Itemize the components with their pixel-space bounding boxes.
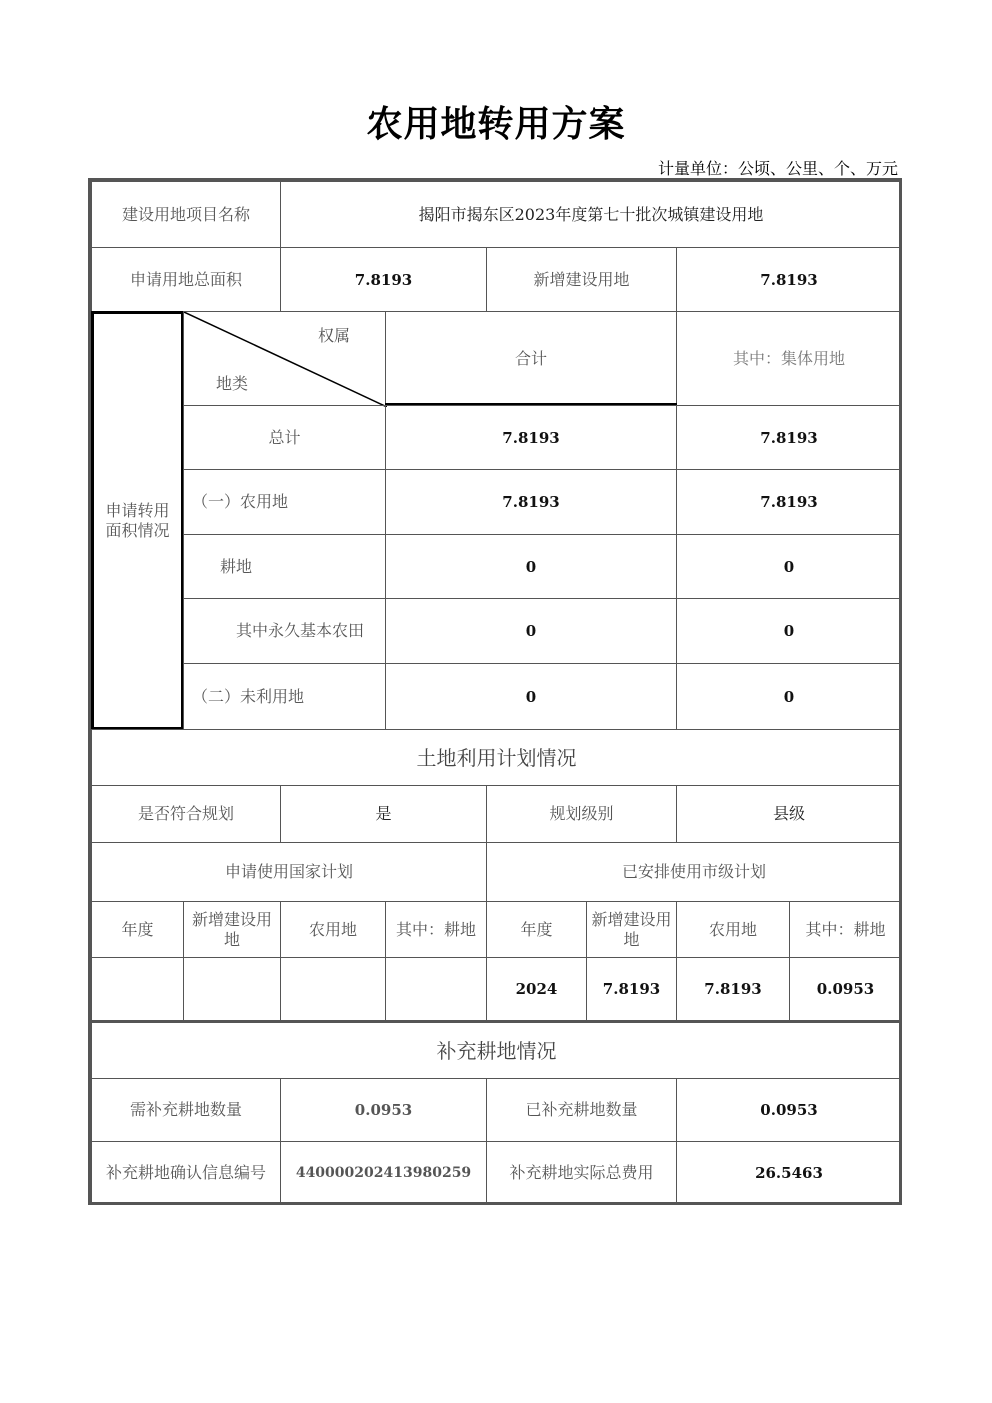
- row-total: 7.8193: [385, 405, 677, 470]
- project-label: 建设用地项目名称: [91, 181, 281, 248]
- row-collective: 0: [676, 663, 902, 730]
- plan-value: [280, 957, 386, 1021]
- land-type-label: 地类: [216, 374, 249, 393]
- row-collective: 0: [676, 534, 902, 599]
- plan-col-header: 新增建设用地: [183, 901, 281, 958]
- cost-label: 补充耕地实际总费用: [486, 1141, 677, 1205]
- conform-label: 是否符合规划: [91, 785, 281, 843]
- city-plan-label: 已安排使用市级计划: [486, 842, 902, 902]
- plan-value: [385, 957, 487, 1021]
- cost-value: 26.5463: [676, 1141, 902, 1205]
- section-frame: [91, 311, 184, 730]
- diagonal-header: [183, 311, 386, 406]
- project-value: 揭阳市揭东区2023年度第七十批次城镇建设用地: [280, 181, 902, 248]
- row-label: （二）未利用地: [183, 663, 386, 730]
- new-construction-label: 新增建设用地: [486, 247, 677, 312]
- plan-col-header: 农用地: [280, 901, 386, 958]
- need-value: 0.0953: [280, 1078, 487, 1142]
- level-label: 规划级别: [486, 785, 677, 843]
- row-collective: 0: [676, 598, 902, 664]
- unit-note: 计量单位：公顷、公里、个、万元: [657, 159, 898, 178]
- row-total: 7.8193: [385, 469, 677, 535]
- confirm-id-value: 440000202413980259: [280, 1141, 487, 1205]
- plan-value: 0.0953: [789, 957, 902, 1021]
- conform-value: 是: [280, 785, 487, 843]
- plan-value: [91, 957, 184, 1021]
- page-title: 农用地转用方案: [366, 103, 626, 145]
- total-area-label: 申请用地总面积: [91, 247, 281, 312]
- plan-value: 7.8193: [676, 957, 790, 1021]
- collective-col-header: 其中：集体用地: [676, 311, 902, 406]
- ownership-label: 权属: [318, 326, 351, 345]
- plan-section-title: 土地利用计划情况: [91, 729, 902, 786]
- national-plan-label: 申请使用国家计划: [91, 842, 487, 902]
- level-value: 县级: [676, 785, 902, 843]
- diagonal-line: [184, 312, 387, 407]
- row-total: 0: [385, 598, 677, 664]
- plan-value: 2024: [486, 957, 587, 1021]
- plan-table: [88, 178, 902, 1205]
- plan-value: 7.8193: [586, 957, 677, 1021]
- new-construction-value: 7.8193: [676, 247, 902, 312]
- plan-col-header: 其中：耕地: [789, 901, 902, 958]
- plan-col-header: 农用地: [676, 901, 790, 958]
- row-collective: 7.8193: [676, 405, 902, 470]
- row-label: 总计: [183, 405, 386, 470]
- done-value: 0.0953: [676, 1078, 902, 1142]
- total-area-value: 7.8193: [280, 247, 487, 312]
- confirm-id-label: 补充耕地确认信息编号: [91, 1141, 281, 1205]
- plan-value: [183, 957, 281, 1021]
- done-label: 已补充耕地数量: [486, 1078, 677, 1142]
- row-label: 其中永久基本农田: [183, 598, 386, 664]
- total-col-header: 合计: [385, 311, 677, 406]
- row-label: （一）农用地: [183, 469, 386, 535]
- plan-col-header: 年度: [486, 901, 587, 958]
- need-label: 需补充耕地数量: [91, 1078, 281, 1142]
- row-total: 0: [385, 663, 677, 730]
- row-label: 耕地: [183, 534, 386, 599]
- row-total: 0: [385, 534, 677, 599]
- row-collective: 7.8193: [676, 469, 902, 535]
- conversion-section-label: 申请转用面积情况: [91, 311, 184, 730]
- plan-col-header: 其中：耕地: [385, 901, 487, 958]
- plan-col-header: 年度: [91, 901, 184, 958]
- supplement-section-title: 补充耕地情况: [91, 1020, 902, 1079]
- plan-col-header: 新增建设用地: [586, 901, 677, 958]
